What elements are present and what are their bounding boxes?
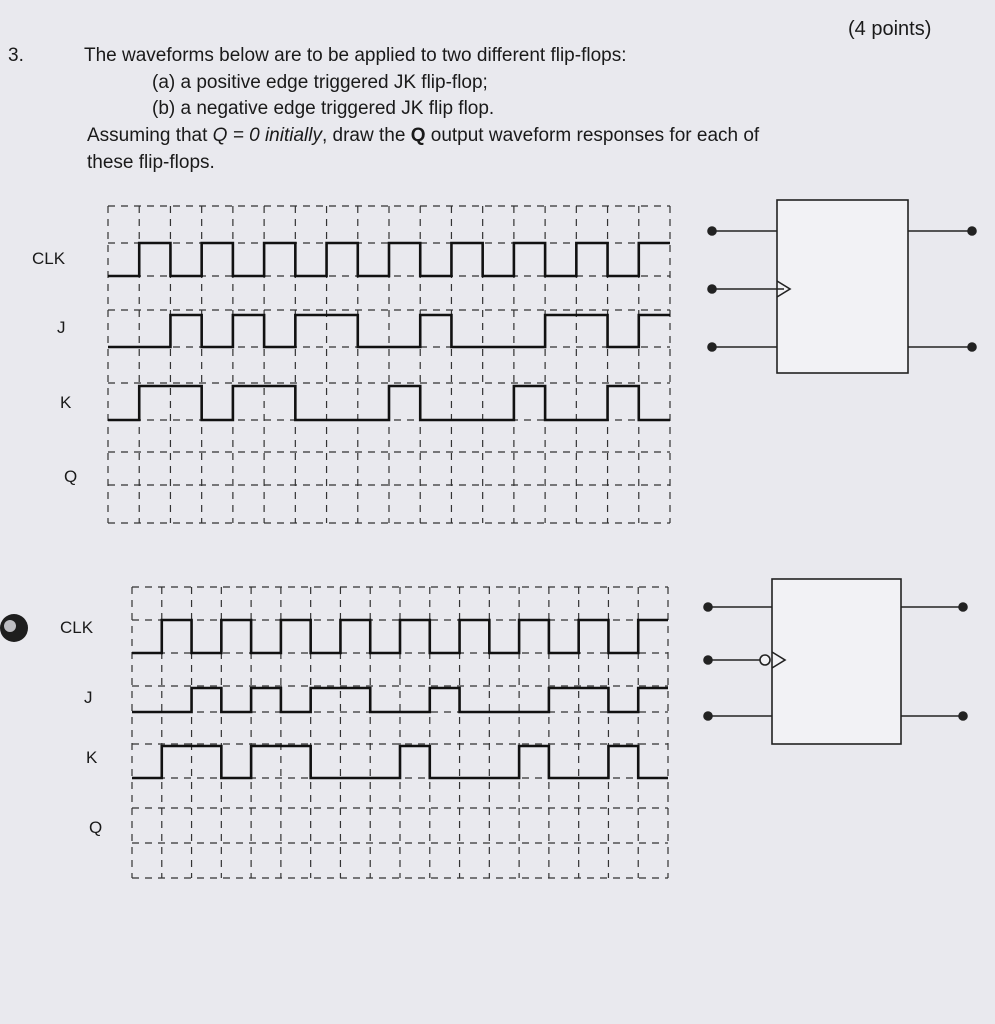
ff-a-clk-terminal [708, 285, 716, 293]
flipflop-b [704, 579, 967, 744]
waveforms-a [108, 243, 670, 420]
waveform-k [132, 746, 668, 778]
ff-b-k-terminal [704, 712, 712, 720]
label-j-b: J [84, 688, 93, 707]
ff-b-qbar-terminal [959, 712, 967, 720]
label-clk-b: CLK [60, 618, 94, 637]
instruction-pre: Assuming that [87, 125, 213, 146]
waveform-clk [132, 620, 668, 653]
ff-a-body [777, 200, 908, 373]
item-a: (a) a positive edge triggered JK flip-flop; [152, 72, 488, 93]
ff-b-body [772, 579, 901, 744]
ff-a-qbar-terminal [968, 343, 976, 351]
instruction-bold-q: Q [410, 125, 426, 146]
instruction-italic: Q = 0 initially [212, 125, 322, 146]
label-k-b: K [86, 748, 98, 767]
waveform-k [108, 386, 670, 420]
flipflop-a [708, 200, 976, 373]
hole-punch-highlight [4, 620, 16, 632]
question-intro: The waveforms below are to be applied to two different flip-flops: [84, 45, 627, 66]
label-q-b: Q [89, 818, 103, 837]
label-clk-a: CLK [32, 249, 66, 268]
ff-b-clk-bubble [760, 655, 770, 665]
question-number: 3. [8, 45, 24, 66]
instruction-mid: , draw the [321, 125, 411, 146]
ff-a-j-terminal [708, 227, 716, 235]
question-instruction-cont: these flip-flops. [87, 152, 215, 173]
item-b: (b) a negative edge triggered JK flip flop. [152, 98, 495, 119]
ff-b-q-terminal [959, 603, 967, 611]
instruction-post: output waveform responses for each of [425, 125, 760, 146]
ff-a-k-terminal [708, 343, 716, 351]
label-q-a: Q [64, 467, 78, 486]
ff-b-clk-terminal [704, 656, 712, 664]
points-label: (4 points) [848, 18, 932, 40]
waveform-clk [108, 243, 670, 276]
waveforms-b [132, 620, 668, 778]
ff-b-j-terminal [704, 603, 712, 611]
label-j-a: J [57, 318, 66, 337]
label-k-a: K [60, 393, 72, 412]
ff-a-q-terminal [968, 227, 976, 235]
